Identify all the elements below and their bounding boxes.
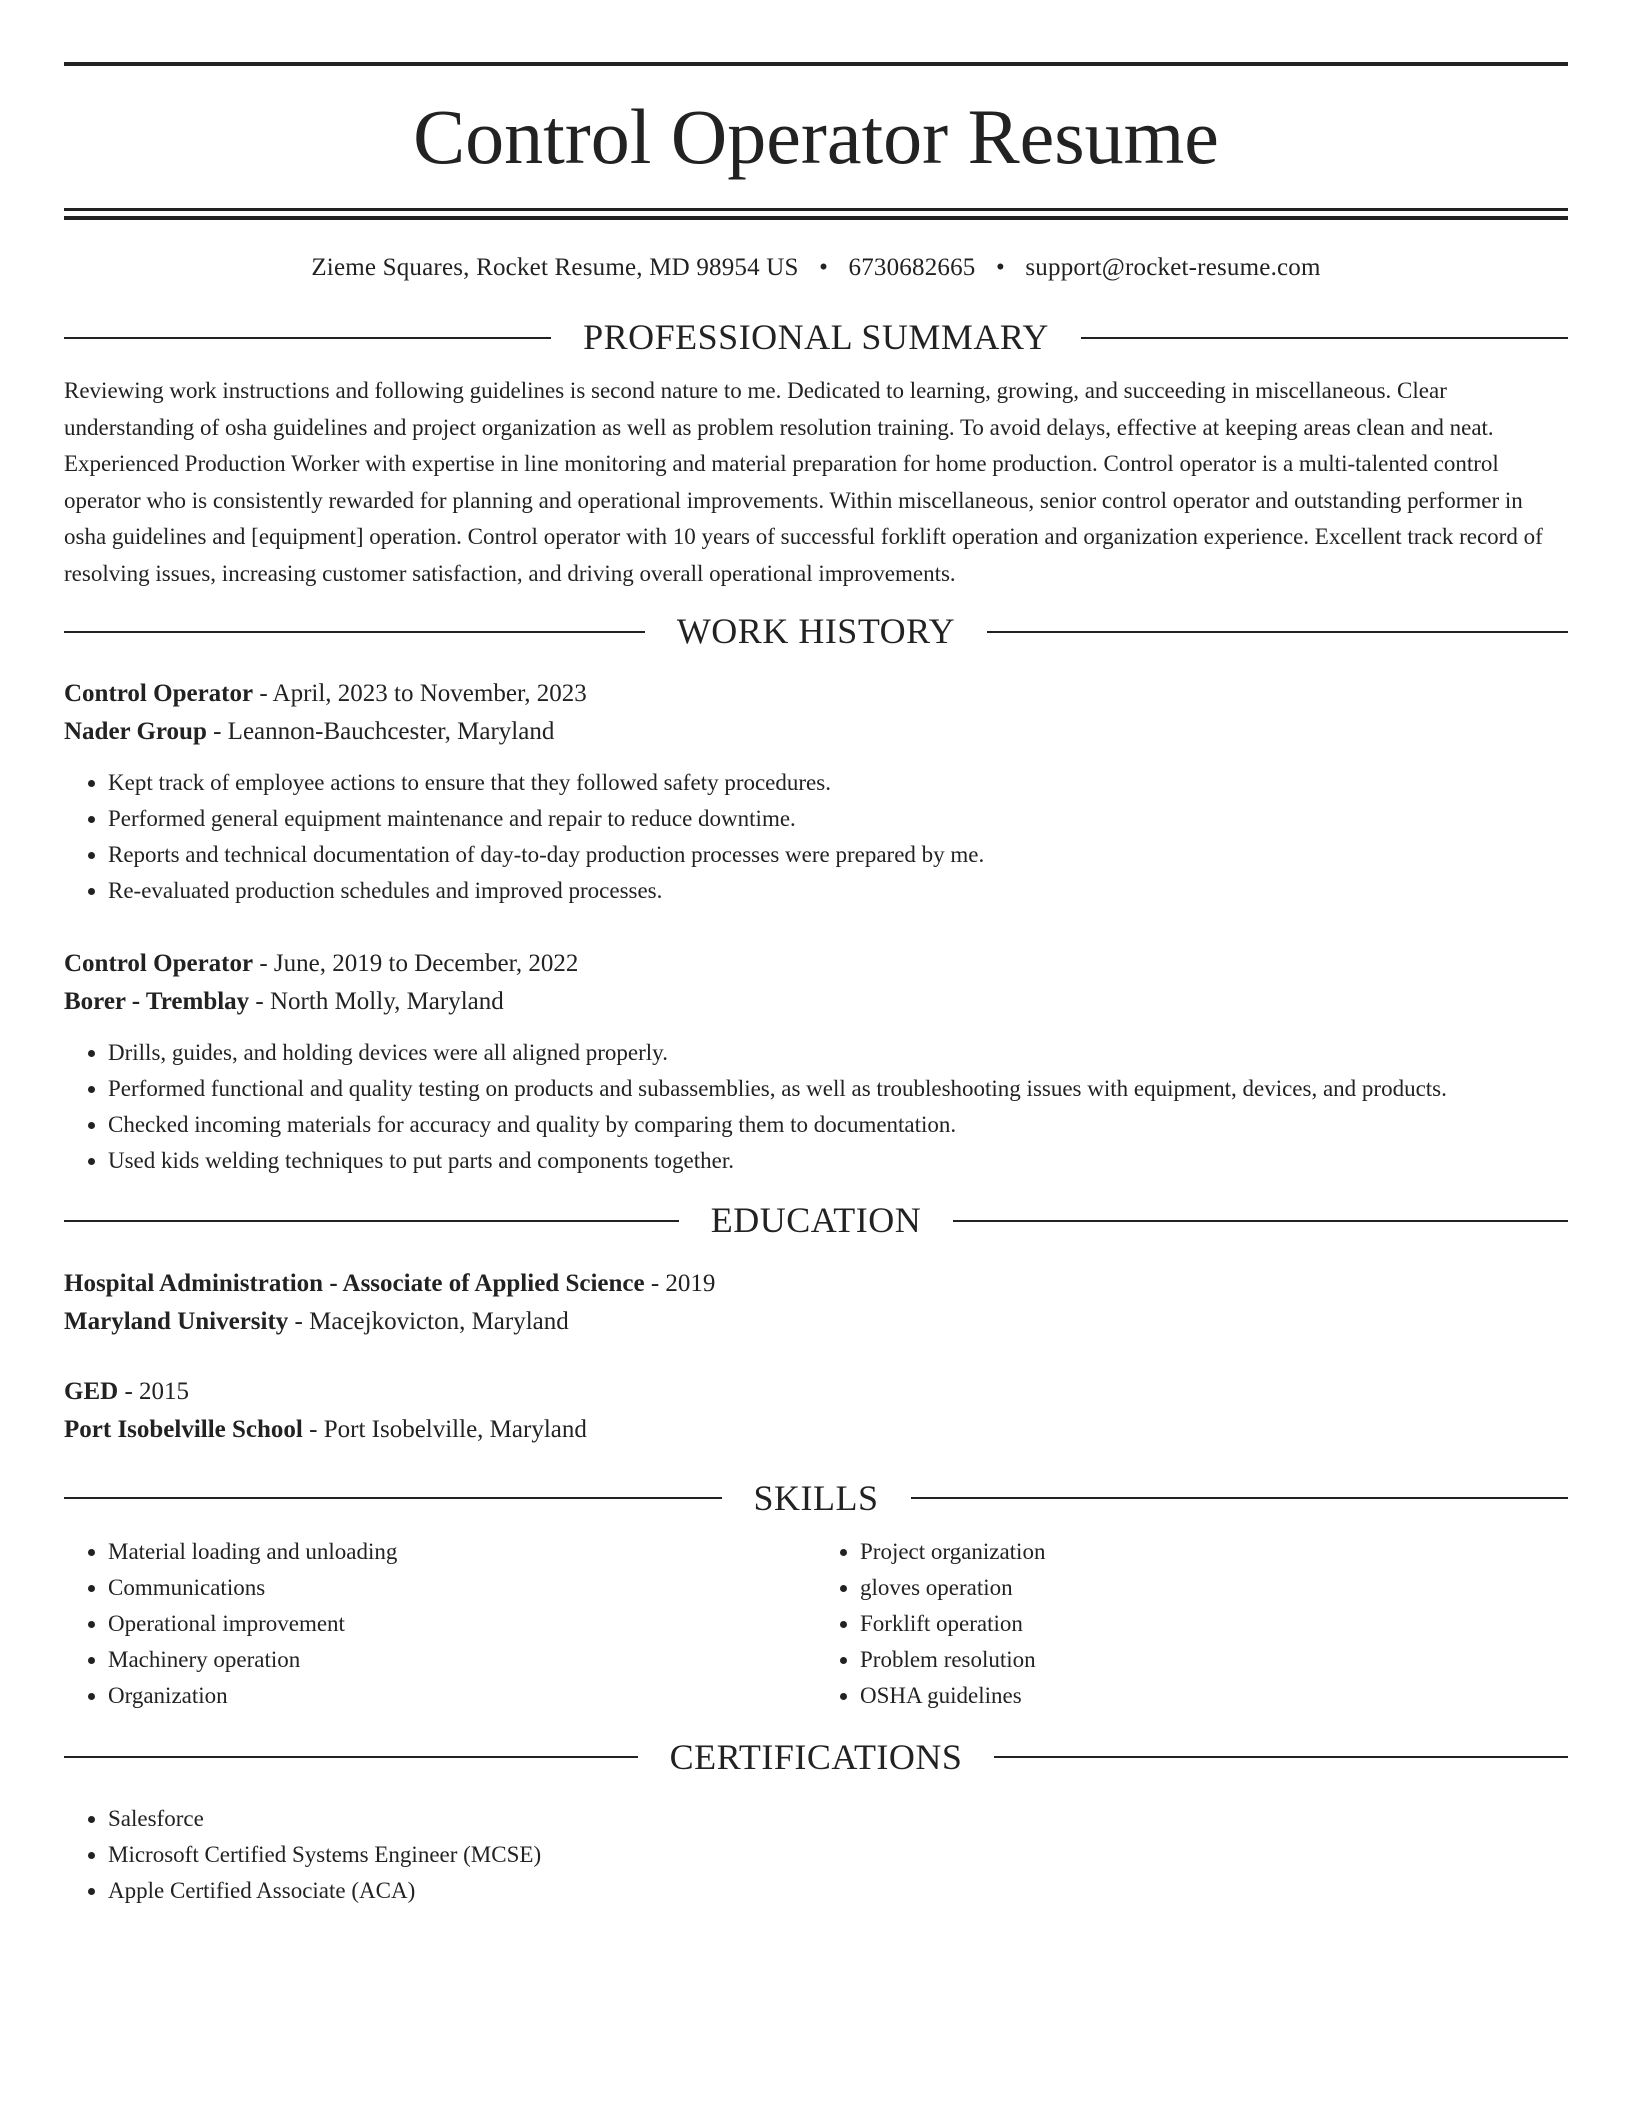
section-rule: [1081, 337, 1568, 339]
job-bullets: [64, 765, 1568, 909]
job-title-line: [64, 945, 1568, 983]
section-rule: [953, 1220, 1568, 1222]
contact-separator: •: [819, 254, 829, 281]
summary-text: Reviewing work instructions and following guidelines is second nature to me. Dedicated to learning, growing, and succeeding in miscellaneous. Clear understanding of osha guidelines and project organization as well as problem resolution training. To avoid delays, effective at keeping areas clean and neat. Experienced Production Worker with expertise in line monitoring and material preparation for home production. Control operator is a multi-talented control operator who is consistently rewarded for planning and operational improvements. Within miscellaneous, senior control operator and outstanding performer in osha guidelines and [equipment] operation. Control operator with 10 years of successful forklift operation and organization experience. Excellent track record of resolving issues, increasing customer satisfaction, and driving overall operational improvements.: [64, 378, 1543, 586]
title-double-rule: [64, 208, 1568, 220]
list-item: • Re-evaluated production schedules and improved processes.: [108, 873, 1568, 909]
list-item: • Problem resolution: [860, 1642, 1568, 1678]
list-item: • Machinery operation: [108, 1642, 816, 1678]
skills-heading: SKILLS: [753, 1477, 879, 1518]
education-heading: EDUCATION: [710, 1200, 922, 1241]
summary-section-header: [64, 316, 1568, 359]
list-item: • Operational improvement: [108, 1606, 816, 1642]
section-rule: [994, 1756, 1568, 1758]
education-degree: GED: [64, 1377, 119, 1405]
list-item: • Organization: [108, 1678, 816, 1714]
job-title: Control Operator: [64, 950, 254, 978]
contact-line: [64, 254, 1568, 282]
job-entry: [64, 945, 1568, 1179]
list-item: • gloves operation: [860, 1570, 1568, 1606]
list-item: • Salesforce: [108, 1801, 1568, 1837]
certifications-heading: CERTIFICATIONS: [669, 1736, 963, 1777]
list-item: • Project organization: [860, 1534, 1568, 1570]
certifications-list: [64, 1801, 1568, 1909]
section-rule: [64, 1756, 638, 1758]
education-degree-line: [64, 1373, 1568, 1411]
list-item: • Checked incoming materials for accuracy and quality by comparing them to documentation.: [108, 1107, 1568, 1143]
job-title-line: [64, 675, 1568, 713]
section-rule: [64, 631, 645, 633]
list-item: • Performed functional and quality testing on products and subassemblies, as well as troubleshooting issues with equipment, devices, and products.: [108, 1071, 1568, 1107]
job-title: Control Operator: [64, 680, 254, 708]
skills-list-left: [64, 1534, 816, 1714]
page-title: Control Operator Resume: [413, 93, 1219, 180]
education-school: Port Isobelville School: [64, 1415, 303, 1443]
education-school-line: [64, 1411, 1568, 1449]
job-dates: - June, 2019 to December, 2022: [253, 950, 579, 978]
list-item: • Performed general equipment maintenance and repair to reduce downtime.: [108, 801, 1568, 837]
skills-columns: [64, 1534, 1568, 1714]
job-entry: [64, 675, 1568, 909]
summary-heading: PROFESSIONAL SUMMARY: [583, 317, 1049, 357]
section-rule: [911, 1497, 1569, 1499]
list-item: • Reports and technical documentation of day-to-day production processes were prepared by me.: [108, 837, 1568, 873]
section-rule: [987, 631, 1568, 633]
education-year: - 2015: [118, 1377, 190, 1405]
job-company-line: [64, 713, 1568, 751]
contact-email: support@rocket-resume.com: [1025, 254, 1321, 281]
list-item: • OSHA guidelines: [860, 1678, 1568, 1714]
job-location: - Leannon-Bauchcester, Maryland: [206, 718, 555, 746]
list-item: • Material loading and unloading: [108, 1534, 816, 1570]
job-company: Borer - Tremblay: [64, 988, 250, 1016]
education-entry: [64, 1373, 1568, 1449]
certifications-section-header: [64, 1736, 1568, 1779]
education-location: - Port Isobelville, Maryland: [302, 1415, 587, 1443]
contact-address: Zieme Squares, Rocket Resume, MD 98954 US: [311, 254, 799, 281]
education-year: - 2019: [644, 1269, 716, 1297]
education-section-header: [64, 1199, 1568, 1242]
education-degree-line: [64, 1265, 1568, 1303]
section-rule: [64, 337, 551, 339]
section-rule: [64, 1220, 679, 1222]
section-rule: [64, 1497, 722, 1499]
list-item: • Communications: [108, 1570, 816, 1606]
list-item: • Used kids welding techniques to put parts and components together.: [108, 1143, 1568, 1179]
education-school-line: [64, 1303, 1568, 1341]
job-dates: - April, 2023 to November, 2023: [253, 680, 587, 708]
contact-phone: 6730682665: [848, 254, 976, 281]
work-heading: WORK HISTORY: [676, 611, 956, 652]
education-location: - Macejkovicton, Maryland: [288, 1307, 569, 1335]
job-company-line: [64, 983, 1568, 1021]
list-item: • Microsoft Certified Systems Engineer (MCSE): [108, 1837, 1568, 1873]
work-section-header: [64, 610, 1568, 653]
skills-section-header: [64, 1477, 1568, 1520]
list-item: • Apple Certified Associate (ACA): [108, 1873, 1568, 1909]
list-item: • Forklift operation: [860, 1606, 1568, 1642]
education-school: Maryland University: [64, 1307, 289, 1335]
job-bullets: [64, 1035, 1568, 1179]
top-rule: [64, 62, 1568, 66]
list-item: • Kept track of employee actions to ensure that they followed safety procedures.: [108, 765, 1568, 801]
job-company: Nader Group: [64, 718, 207, 746]
job-location: - North Molly, Maryland: [249, 988, 504, 1016]
contact-separator: •: [995, 254, 1005, 281]
education-degree: Hospital Administration - Associate of Applied Science: [64, 1269, 645, 1297]
skills-list-right: [816, 1534, 1568, 1714]
list-item: • Drills, guides, and holding devices were all aligned properly.: [108, 1035, 1568, 1071]
education-entry: [64, 1265, 1568, 1341]
